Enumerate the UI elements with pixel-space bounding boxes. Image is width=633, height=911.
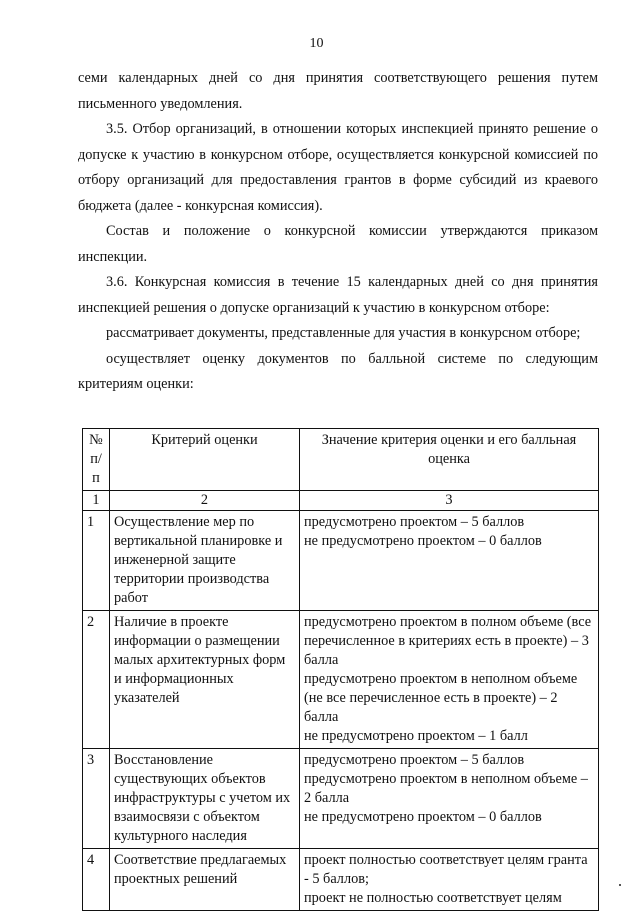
criteria-table bbox=[82, 428, 599, 911]
criterion-cell: Соответствие предлагаемых проектных решений bbox=[110, 849, 300, 911]
paragraph: 3.6. Конкурсная комиссия в течение 15 календарных дней со дня принятия инспекцией решения о допуске организаций к участию в конкурсном отборе: bbox=[78, 274, 598, 316]
score-line: не предусмотрено проектом – 0 баллов bbox=[304, 809, 542, 825]
criterion-cell: Восстановление существующих объектов инфраструктуры с учетом их взаимосвязи с объектом культурного наследия bbox=[110, 749, 300, 849]
table-row bbox=[83, 849, 599, 911]
paragraph: 3.5. Отбор организаций, в отношении которых инспекцией принято решение о допуске к участию в конкурсном отборе, осуществляется конкурсной комиссией по отбору организаций для предоставления грантов в форме субсидий из краевого бюджета (далее - конкурсная комиссия). bbox=[78, 121, 598, 214]
paragraph: осуществляет оценку документов по балльной системе по следующим критериям оценки: bbox=[78, 350, 598, 392]
score-line: проект не полностью соответствует целям bbox=[304, 890, 562, 906]
score-line: проект полностью соответствует целям гранта - 5 баллов; bbox=[304, 852, 588, 887]
score-line: предусмотрено проектом в неполном объеме – 2 балла bbox=[304, 771, 588, 806]
page-number: 10 bbox=[309, 36, 324, 51]
criterion-cell: Осуществление мер по вертикальной планировке и инженерной защите территории производства работ bbox=[110, 511, 300, 611]
column-numbers-row bbox=[83, 491, 599, 511]
paragraph: рассматривает документы, представленные для участия в конкурсном отборе; bbox=[106, 325, 581, 341]
score-cell bbox=[300, 511, 599, 611]
row-number: 3 bbox=[83, 749, 110, 849]
header-score: Значение критерия оценки и его балльная оценка bbox=[300, 429, 599, 491]
table-row bbox=[83, 511, 599, 611]
score-line: предусмотрено проектом – 5 баллов bbox=[304, 514, 525, 530]
paragraph: семи календарных дней со дня принятия соответствующего решения путем письменного уведомления. bbox=[78, 70, 598, 112]
scan-speck bbox=[619, 884, 621, 886]
score-line: предусмотрено проектом в неполном объеме (не все перечисленное есть в проекте) – 2 балла bbox=[304, 671, 578, 725]
column-number: 2 bbox=[110, 491, 300, 511]
paragraph: Состав и положение о конкурсной комиссии утверждаются приказом инспекции. bbox=[78, 223, 598, 265]
score-line: предусмотрено проектом – 5 баллов bbox=[304, 752, 525, 768]
table-body bbox=[83, 511, 599, 911]
criterion-cell: Наличие в проекте информации о размещении малых архитектурных форм и информационных указателей bbox=[110, 611, 300, 749]
column-number: 1 bbox=[83, 491, 110, 511]
row-number: 2 bbox=[83, 611, 110, 749]
score-cell bbox=[300, 611, 599, 749]
body-text bbox=[78, 66, 598, 398]
row-number: 4 bbox=[83, 849, 110, 911]
table-row bbox=[83, 611, 599, 749]
table-row bbox=[83, 749, 599, 849]
score-line: предусмотрено проектом в полном объеме (все перечисленное в критериях есть в проекте) – 3 балла bbox=[304, 614, 592, 668]
table-header-row bbox=[83, 429, 599, 491]
row-number: 1 bbox=[83, 511, 110, 611]
header-criterion: Критерий оценки bbox=[110, 429, 300, 491]
header-number: № п/п bbox=[83, 429, 110, 491]
column-number: 3 bbox=[300, 491, 599, 511]
score-line: не предусмотрено проектом – 1 балл bbox=[304, 728, 528, 744]
score-cell bbox=[300, 749, 599, 849]
score-line: не предусмотрено проектом – 0 баллов bbox=[304, 533, 542, 549]
score-cell bbox=[300, 849, 599, 911]
